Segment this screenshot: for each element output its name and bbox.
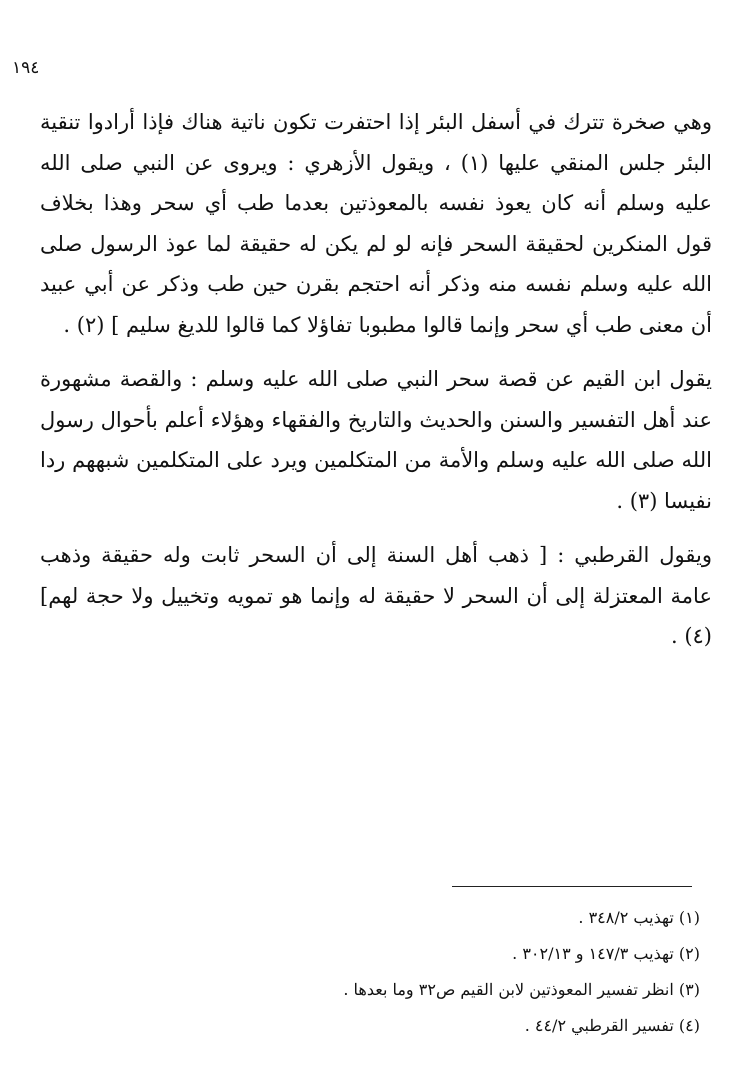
- paragraph-ibn-qayyim-quote: يقول ابن القيم عن قصة سحر النبي صلى الله عليه وسلم : والقصة مشهورة عند أهل التفسير والسنن والحديث والتاريخ والفقهاء وهؤلاء أعلم بأحوال رسول الله صلى الله عليه وسلم والأمة من المتكلمين ويرد على المتكلمين شبههم ردا نفيسا (٣) .: [40, 367, 712, 513]
- footnote-3: (٣) انظر تفسير المعوذتين لابن القيم ص٣٢ وما بعدها .: [343, 980, 700, 999]
- page-number: ١٩٤: [12, 58, 40, 78]
- paragraph-azhari-quote: وهي صخرة تترك في أسفل البئر إذا احتفرت تكون ناتية هناك فإذا أرادوا تنقية البئر جلس المنقي عليها (١) ، ويقول الأزهري : ويروى عن النبي صلى الله عليه وسلم أنه كان يعوذ نفسه بالمعوذتين بعدما طب أي سحر وهذا بخلاف قول المنكرين لحقيقة السحر فإنه لو لم يكن له حقيقة لما عوذ الرسول صلى الله عليه وسلم نفسه منه وذكر أنه احتجم بقرن حين طب وذكر عن أبي عبيد أن معنى طب أي سحر وإنما قالوا مطبوبا تفاؤلا كما قالوا للديغ سليم ] (٢) .: [40, 110, 712, 337]
- body-text: [40, 102, 712, 671]
- footnote-divider: [452, 886, 692, 887]
- footnotes: [60, 900, 700, 1044]
- footnote-2: (٢) تهذيب ١٤٧/٣ و ٣٠٢/١٣ .: [512, 944, 700, 963]
- footnote-4: (٤) تفسير القرطبي ٤٤/٢ .: [524, 1016, 700, 1035]
- paragraph-qurtubi-quote: ويقول القرطبي : [ ذهب أهل السنة إلى أن السحر ثابت وله حقيقة وذهب عامة المعتزلة إلى أن السحر لا حقيقة له وإنما هو تمويه وتخييل ولا حجة لهم](٤) .: [40, 543, 712, 648]
- footnote-1: (١) تهذيب ٣٤٨/٢ .: [578, 908, 700, 927]
